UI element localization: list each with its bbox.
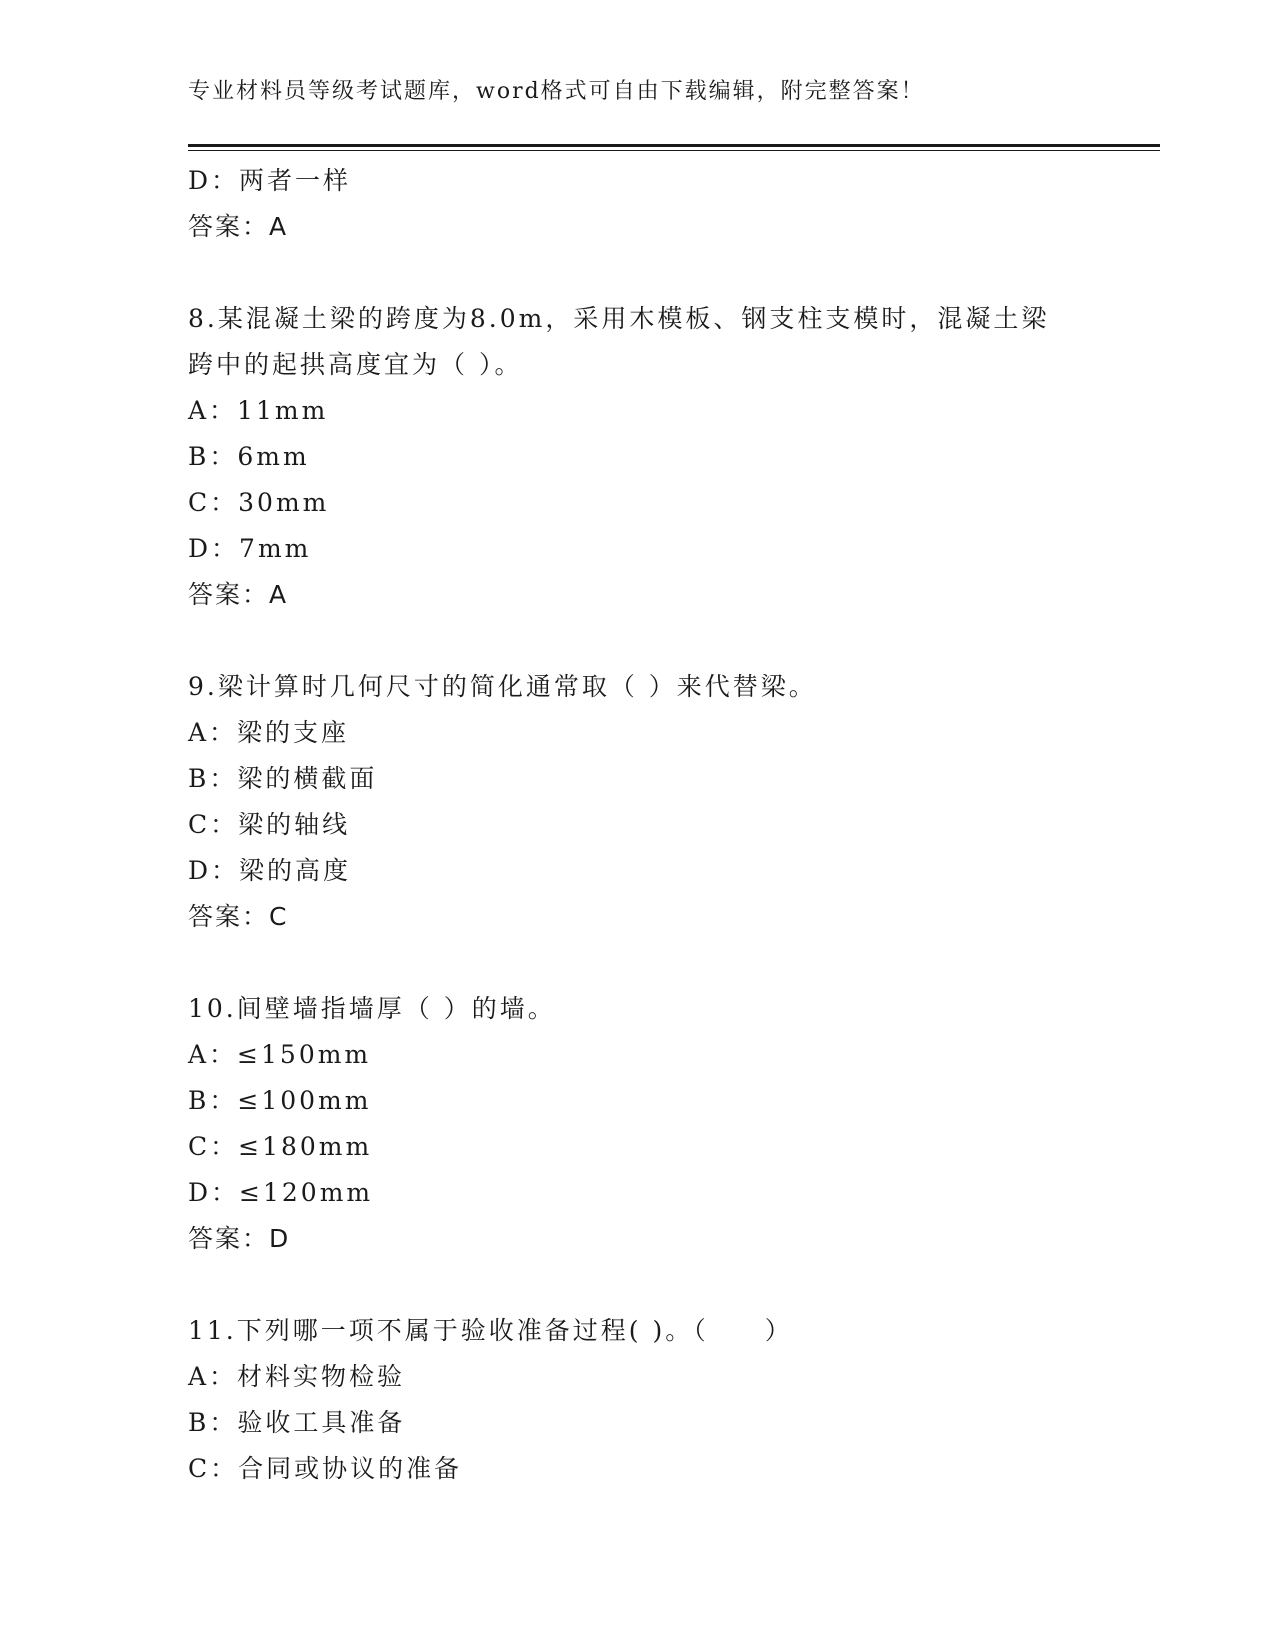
option-d: D：7mm [188,534,312,563]
option-c: C：合同或协议的准备 [188,1454,463,1483]
option-b: B：梁的横截面 [188,764,378,793]
header-divider-thin [188,150,1160,151]
spacer [188,1262,1088,1308]
answer-line: 答案：A [188,580,289,609]
option-b: B：≤100mm [188,1086,372,1115]
question-stem: 9.梁计算时几何尺寸的简化通常取（ ）来代替梁。 [188,672,817,701]
option-d: D：≤120mm [188,1178,374,1207]
option-b: B：验收工具准备 [188,1408,406,1437]
option-c: C：30mm [188,488,330,517]
header-title: 专业材料员等级考试题库，word格式可自由下载编辑，附完整答案！ [188,79,925,104]
option-a: A：材料实物检验 [188,1362,406,1391]
option-b: B：6mm [188,442,310,471]
spacer [188,250,1088,296]
answer-line: 答案：D [188,1224,291,1253]
spacer [188,618,1088,664]
question-10 [188,986,1088,1262]
header-divider [188,144,1160,147]
spacer [188,940,1088,986]
question-8 [188,296,1088,618]
question-stem: 8.某混凝土梁的跨度为8.0m，采用木模板、钢支柱支模时，混凝土梁 [188,304,1050,333]
question-9 [188,664,1088,940]
answer-line: 答案：A [188,212,289,241]
question-stem-continued: 跨中的起拱高度宜为（ ）。 [188,350,523,379]
question-11 [188,1308,1088,1492]
option-a: A：≤150mm [188,1040,372,1069]
option-a: A：11mm [188,396,329,425]
answer-line: 答案：C [188,902,289,931]
option-a: A：梁的支座 [188,718,350,747]
question-7-tail [188,158,1088,250]
question-stem: 11.下列哪一项不属于验收准备过程( )。（ ） [188,1316,793,1345]
question-list [188,158,1088,1492]
option-c: C：梁的轴线 [188,810,351,839]
option-d: D：两者一样 [188,166,352,195]
question-stem: 10.间壁墙指墙厚（ ）的墙。 [188,994,556,1023]
option-d: D：梁的高度 [188,856,352,885]
option-c: C：≤180mm [188,1132,373,1161]
